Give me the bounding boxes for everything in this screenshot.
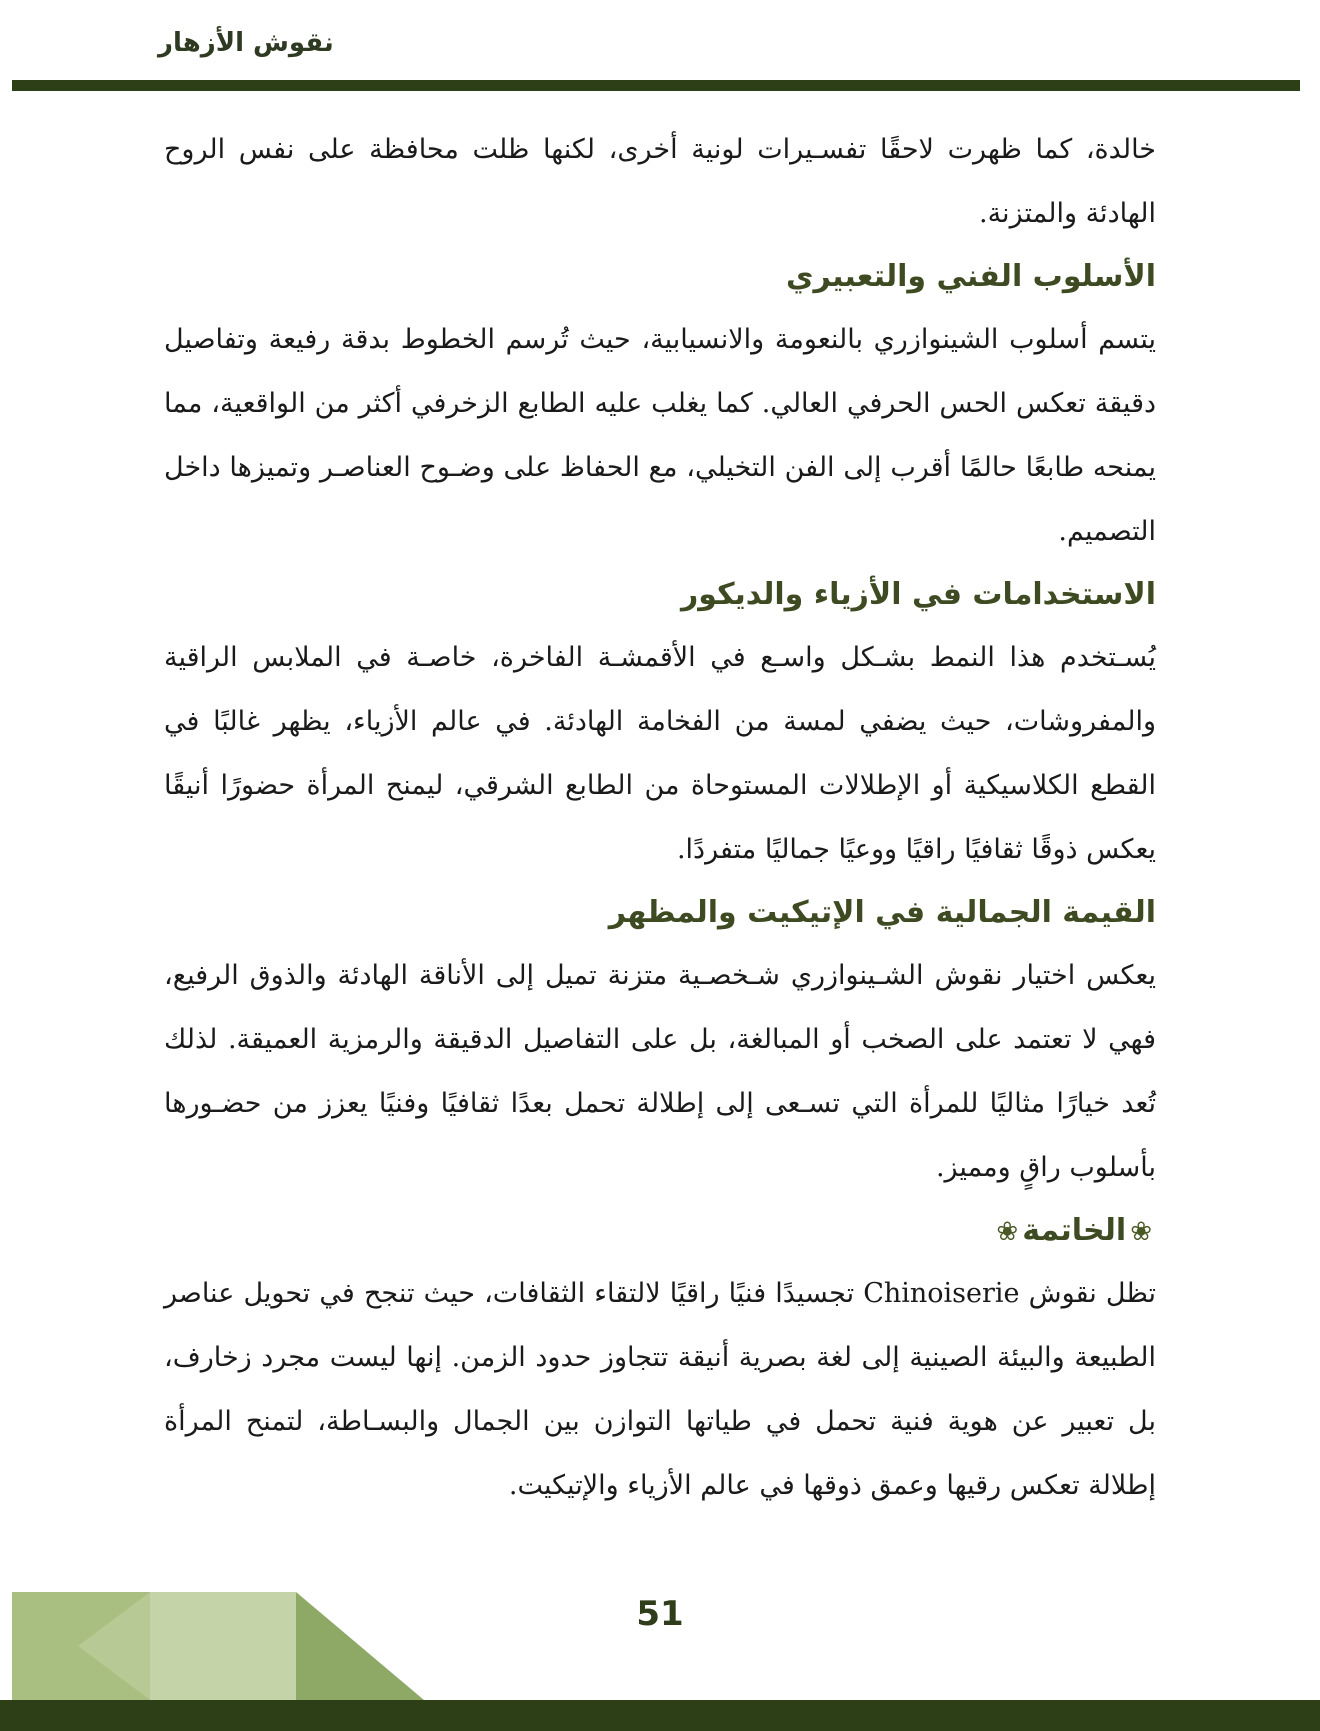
page-number: 51 (636, 1594, 684, 1634)
flower-icon: ❀ (1130, 1217, 1152, 1247)
footer-arrow-right (296, 1592, 424, 1700)
running-header-title: نقوش الأزهار (158, 28, 334, 58)
heading-fashion-decor-uses: الاستخدامات في الأزياء والديكور (681, 577, 1156, 612)
page-body (164, 118, 1156, 1518)
footer-rule (0, 1700, 1320, 1731)
heading-conclusion-label: الخاتمة (1022, 1213, 1127, 1248)
paragraph-conclusion: تظل نقوش Chinoiserie تجسيدًا فنيًا راقيًا لالتقاء الثقافات، حيث تنجح في تحويل عناصر الطبيعة والبيئة الصينية إلى لغة بصرية أنيقة تتجاوز حدود الزمن. إنها ليست مجرد زخارف، بل تعبير عن هوية فنية تحمل في طياتها التوازن بين الجمال والبسـاطة، لتمنح المرأة إطلالة تعكس رقيها وعمق ذوقها في عالم الأزياء والإتيكيت. (164, 1278, 1156, 1501)
heading-aesthetic-value: القيمة الجمالية في الإتيكيت والمظهر (608, 895, 1156, 930)
heading-artistic-style: الأسلوب الفني والتعبيري (786, 259, 1156, 294)
paragraph-artistic-style: يتسم أسلوب الشينوازري بالنعومة والانسيابية، حيث تُرسم الخطوط بدقة رفيعة وتفاصيل دقيقة تعكس الحس الحرفي العالي. كما يغلب عليه الطابع الزخرفي أكثر من الواقعية، مما يمنحه طابعًا حالمًا أقرب إلى الفن التخيلي، مع الحفاظ على وضـوح العناصـر وتميزها داخل التصميم. (164, 324, 1156, 547)
paragraph-aesthetic-value: يعكس اختيار نقوش الشـينوازري شـخصـية متزنة تميل إلى الأناقة الهادئة والذوق الرفيع، فهي لا تعتمد على الصخب أو المبالغة، بل على التفاصيل الدقيقة والرمزية العميقة. لذلك تُعد خيارًا مثاليًا للمرأة التي تسـعى إلى إطلالة تحمل بعدًا ثقافيًا وفنيًا يعزز من حضـورها بأسلوب راقٍ ومميز. (164, 960, 1156, 1183)
flower-icon: ❀ (996, 1217, 1019, 1247)
header-rule (12, 80, 1300, 91)
paragraph-fashion-decor-uses: يُسـتخدم هذا النمط بشـكل واسـع في الأقمشـة الفاخرة، خاصـة في الملابس الراقية والمفروشات، حيث يضفي لمسة من الفخامة الهادئة. في عالم الأزياء، يظهر غالبًا في القطع الكلاسيكية أو الإطلالات المستوحاة من الطابع الشرقي، ليمنح المرأة حضورًا أنيقًا يعكس ذوقًا ثقافيًا راقيًا ووعيًا جماليًا متفردًا. (164, 642, 1156, 865)
paragraph-intro-continuation: خالدة، كما ظهرت لاحقًا تفسـيرات لونية أخرى، لكنها ظلت محافظة على نفس الروح الهادئة والمتزنة. (164, 134, 1156, 229)
heading-conclusion (164, 1200, 1156, 1262)
